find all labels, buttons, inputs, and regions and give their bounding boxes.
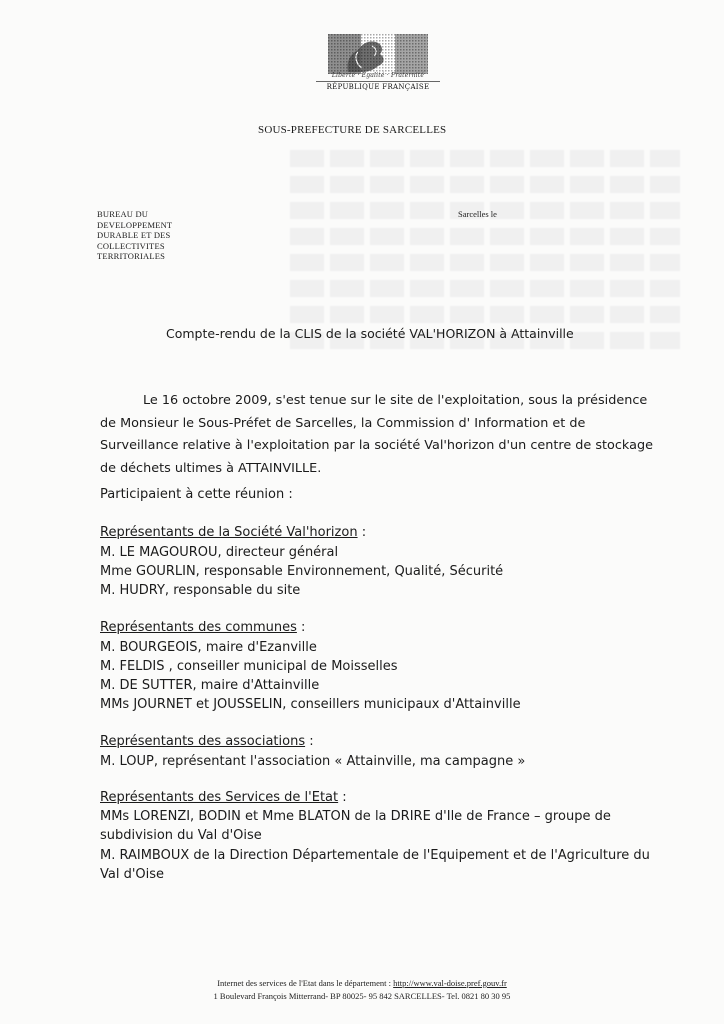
footer-line-1 bbox=[0, 978, 724, 988]
member-line: M. DE SUTTER, maire d'Attainville bbox=[100, 678, 320, 693]
date-place-line: Sarcelles le bbox=[458, 209, 497, 219]
footer-address: 1 Boulevard François Mitterrand- BP 80025- 95 842 SARCELLES- Tel. 0821 80 30 95 bbox=[213, 991, 511, 1001]
member-line: M. BOURGEOIS, maire d'Ezanville bbox=[100, 640, 317, 655]
bureau-line: DURABLE ET DES bbox=[97, 230, 171, 240]
group-heading-colon: : bbox=[296, 620, 306, 635]
group-heading-colon: : bbox=[357, 525, 367, 540]
group-heading bbox=[100, 525, 366, 540]
member-line: M. HUDRY, responsable du site bbox=[100, 583, 301, 598]
footer-website-link[interactable]: http://www.val-doise.pref.gouv.fr bbox=[393, 978, 507, 988]
marianne-logo bbox=[328, 34, 428, 74]
republic-motto: Liberté · Égalité · Fraternité bbox=[331, 72, 425, 79]
participants-heading: Participaient à cette réunion : bbox=[100, 487, 293, 502]
group-heading bbox=[100, 620, 305, 635]
sous-prefecture-heading: SOUS-PREFECTURE DE SARCELLES bbox=[258, 124, 447, 136]
republique-francaise-label: RÉPUBLIQUE FRANÇAISE bbox=[316, 81, 440, 91]
bureau-line: DEVELOPPEMENT bbox=[97, 219, 173, 230]
bureau-line: BUREAU DU bbox=[97, 209, 149, 219]
paragraph-line: Le 16 octobre 2009, s'est tenue sur le site de l'exploitation, sous la présidence bbox=[143, 393, 648, 408]
document-title: Compte-rendu de la CLIS de la société VAL'HORIZON à Attainville bbox=[166, 326, 574, 341]
paragraph-line: Surveillance relative à l'exploitation par la société Val'horizon d'un centre de stockage bbox=[100, 438, 653, 453]
member-line: Mme GOURLIN, responsable Environnement, Qualité, Sécurité bbox=[100, 564, 504, 579]
group-heading bbox=[100, 734, 314, 749]
member-line: MMs LORENZI, BODIN et Mme BLATON de la DRIRE d'Ile de France – groupe de bbox=[100, 809, 611, 824]
member-line: subdivision du Val d'Oise bbox=[100, 828, 262, 843]
group-heading-label: Représentants des Services de l'Etat bbox=[100, 790, 339, 805]
group-heading bbox=[100, 790, 347, 805]
member-line: M. LE MAGOUROU, directeur général bbox=[100, 545, 339, 560]
bureau-line: TERRITORIALES bbox=[97, 251, 166, 261]
member-line: M. RAIMBOUX de la Direction Départementale de l'Equipement et de l'Agriculture du bbox=[100, 848, 650, 863]
bureau-block bbox=[97, 209, 172, 262]
group-heading-colon: : bbox=[338, 790, 347, 805]
paragraph-line: de déchets ultimes à ATTAINVILLE. bbox=[100, 460, 322, 476]
member-line: M. LOUP, représentant l'association « Attainville, ma campagne » bbox=[100, 754, 526, 769]
intro-paragraph bbox=[100, 390, 660, 480]
group-heading-label: Représentants des associations bbox=[100, 734, 306, 749]
group-heading-label: Représentants des communes bbox=[100, 620, 297, 635]
footer-text: Internet des services de l'Etat dans le département : bbox=[217, 978, 394, 988]
member-line: MMs JOURNET et JOUSSELIN, conseillers municipaux d'Attainville bbox=[100, 697, 521, 712]
group-heading-label: Représentants de la Société Val'horizon bbox=[100, 525, 358, 540]
member-line: Val d'Oise bbox=[100, 867, 165, 882]
member-line: M. FELDIS , conseiller municipal de Moisselles bbox=[100, 659, 398, 674]
bureau-line: COLLECTIVITES bbox=[97, 240, 165, 251]
paragraph-line: de Monsieur le Sous-Préfet de Sarcelles, la Commission d' Information et de bbox=[100, 415, 586, 431]
group-heading-colon: : bbox=[305, 734, 314, 749]
